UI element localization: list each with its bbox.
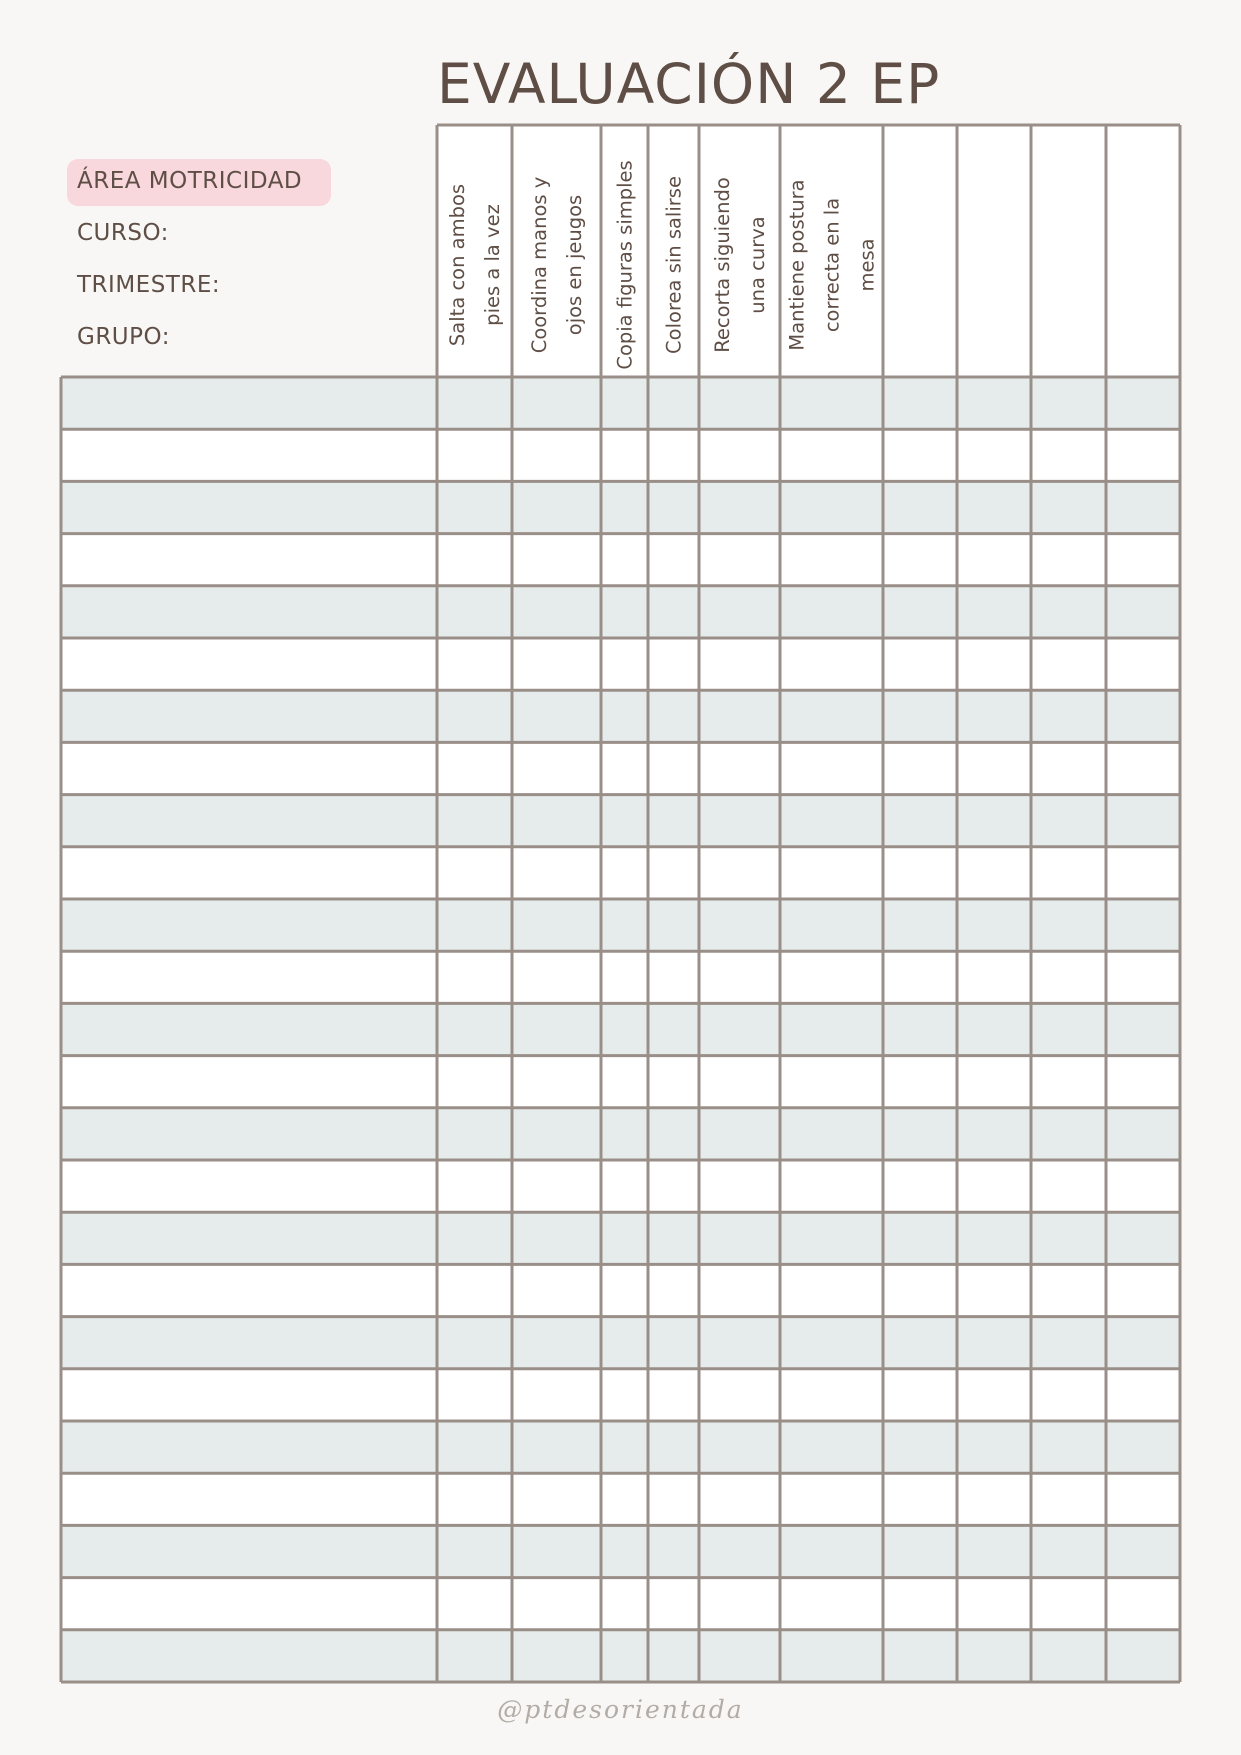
criterion-label: mesa <box>855 238 879 292</box>
student-row[interactable] <box>61 1003 1180 1055</box>
student-row[interactable] <box>61 690 1180 742</box>
criterion-header <box>663 176 686 354</box>
criterion-label: Colorea sin salirse <box>662 176 686 354</box>
student-row[interactable] <box>61 377 1180 429</box>
criterion-label: una curva <box>746 216 769 314</box>
student-row[interactable] <box>61 1160 1180 1212</box>
student-row[interactable] <box>61 534 1180 586</box>
criterion-header <box>614 160 637 369</box>
criterion-label: Copia figuras simples <box>613 160 637 370</box>
student-row[interactable] <box>61 429 1180 481</box>
student-row[interactable] <box>61 1369 1180 1421</box>
trimestre-label: TRIMESTRE: <box>77 272 221 298</box>
student-row[interactable] <box>61 1421 1180 1473</box>
grupo-label: GRUPO: <box>77 324 170 350</box>
criterion-label: Recorta siguiendo <box>711 177 734 353</box>
criterion-label: Coordina manos y <box>528 176 551 354</box>
area-label: ÁREA MOTRICIDAD <box>77 168 303 194</box>
student-row[interactable] <box>61 742 1180 794</box>
student-row[interactable] <box>61 638 1180 690</box>
student-row[interactable] <box>61 481 1180 533</box>
criterion-label: ojos en jeugos <box>563 194 586 336</box>
student-row[interactable] <box>61 1264 1180 1316</box>
student-row[interactable] <box>61 1630 1180 1682</box>
student-row[interactable] <box>61 899 1180 951</box>
student-row[interactable] <box>61 1056 1180 1108</box>
curso-label: CURSO: <box>77 220 169 246</box>
page-title: EVALUACIÓN 2 EP <box>437 52 941 116</box>
student-row[interactable] <box>61 1212 1180 1264</box>
criterion-label: correcta en la <box>820 197 844 333</box>
criterion-label: Salta con ambos <box>446 183 469 347</box>
criterion-label: pies a la vez <box>481 204 504 326</box>
student-row[interactable] <box>61 1473 1180 1525</box>
student-row[interactable] <box>61 1578 1180 1630</box>
student-row[interactable] <box>61 951 1180 1003</box>
student-row[interactable] <box>61 795 1180 847</box>
student-row[interactable] <box>61 586 1180 638</box>
student-row[interactable] <box>61 1317 1180 1369</box>
student-row[interactable] <box>61 847 1180 899</box>
student-row[interactable] <box>61 1108 1180 1160</box>
student-row[interactable] <box>61 1525 1180 1577</box>
criterion-label: Mantiene postura <box>785 179 809 351</box>
author-signature: @ptdesorientada <box>497 1695 744 1724</box>
